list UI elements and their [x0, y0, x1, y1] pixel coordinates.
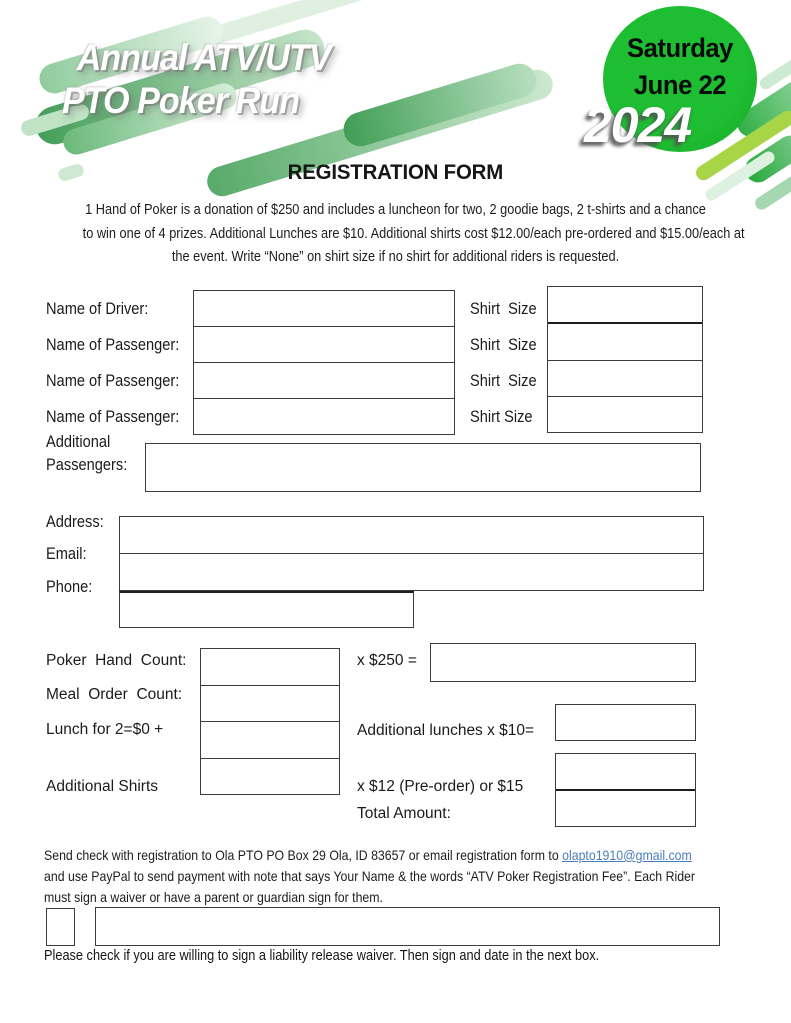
shirts-total-input[interactable]	[556, 754, 695, 791]
driver-name-input[interactable]	[194, 291, 454, 327]
intro-line: to win one of 4 prizes. Additional Lunches are $10. Additional shirts cost $12.00/each pre-ordered and $15.00/each at	[82, 225, 745, 242]
additional-lunches-label: Additional lunches x $10=	[357, 722, 535, 739]
additional-passengers-label: Additional Passengers:	[46, 432, 128, 474]
payment-instructions	[44, 845, 784, 908]
intro-paragraph	[40, 199, 751, 270]
additional-shirts-label: Additional Shirts	[46, 778, 159, 795]
additional-passengers-input[interactable]	[145, 443, 701, 492]
poker-total-input[interactable]	[430, 643, 696, 682]
passenger3-name-label: Name of Passenger:	[46, 407, 180, 426]
intro-line: the event. Write “None” on shirt size if no shirt for additional riders is requested.	[171, 249, 620, 265]
registration-email-link[interactable]: olapto1910@gmail.com	[562, 847, 692, 863]
times-12-label: x $12 (Pre-order) or $15	[357, 778, 524, 795]
address-input[interactable]	[120, 517, 703, 554]
poker-hand-count-input[interactable]	[201, 649, 339, 686]
passenger2-name-label: Name of Passenger:	[46, 371, 180, 390]
poker-hand-count-label: Poker Hand Count:	[46, 652, 187, 669]
badge-year-label: 2024	[584, 97, 692, 153]
meal-order-count-label: Meal Order Count:	[46, 686, 183, 703]
phone-input[interactable]	[119, 591, 414, 628]
additional-lunches-total-input[interactable]	[555, 704, 696, 741]
totals-input-column	[555, 753, 696, 827]
passenger2-name-input[interactable]	[194, 363, 454, 399]
driver-name-label: Name of Driver:	[46, 299, 149, 318]
page-title: REGISTRATION FORM	[287, 160, 504, 184]
passenger1-shirt-size-label: Shirt Size	[470, 335, 537, 354]
driver-shirt-size-label: Shirt Size	[470, 299, 537, 318]
date-badge-text	[603, 30, 757, 104]
times-250-label: x $250 =	[357, 652, 417, 669]
passenger3-shirt-size-label: Shirt Size	[470, 407, 533, 426]
passenger3-shirt-size-input[interactable]	[548, 397, 702, 432]
address-label: Address:	[46, 512, 104, 531]
email-input[interactable]	[120, 554, 703, 590]
event-logo-line2: PTO Poker Run	[62, 80, 300, 121]
phone-label: Phone:	[46, 577, 93, 596]
payment-instructions-line1-text: Send check with registration to Ola PTO PO Box 29 Ola, ID 83657 or email registration form to	[44, 847, 563, 863]
total-amount-label: Total Amount:	[357, 805, 451, 822]
count-input-column	[200, 648, 340, 795]
badge-day-label: Saturday	[627, 33, 733, 63]
signature-date-input[interactable]	[95, 907, 720, 946]
total-amount-input[interactable]	[556, 791, 695, 826]
payment-instructions-line3: must sign a waiver or have a parent or guardian sign for them.	[44, 889, 383, 905]
passenger1-name-label: Name of Passenger:	[46, 335, 180, 354]
payment-instructions-line1	[44, 845, 695, 866]
intro-line: 1 Hand of Poker is a donation of $250 and includes a luncheon for two, 2 goodie bags, 2 t-shirts and a chance	[85, 202, 706, 218]
name-input-column	[193, 290, 455, 435]
passenger3-name-input[interactable]	[194, 399, 454, 434]
lunch-for-two-label: Lunch for 2=$0 +	[46, 721, 164, 738]
contact-input-column	[119, 516, 704, 591]
email-label: Email:	[46, 544, 87, 563]
additional-shirts-count-input[interactable]	[201, 759, 339, 795]
event-logo-line1: Annual ATV/UTV	[76, 37, 331, 78]
passenger2-shirt-size-label: Shirt Size	[470, 371, 537, 390]
title-wrap	[40, 160, 751, 185]
passenger1-shirt-size-input[interactable]	[548, 324, 702, 360]
event-logo	[62, 36, 330, 122]
shirt-size-input-column	[547, 286, 703, 433]
badge-date-label: June 22	[633, 70, 727, 100]
meal-order-count-input[interactable]	[201, 686, 339, 723]
liability-waiver-checkbox[interactable]	[46, 908, 75, 946]
driver-shirt-size-input[interactable]	[548, 287, 702, 324]
waiver-note: Please check if you are willing to sign a liability release waiver. Then sign and date in the next box.	[44, 948, 600, 964]
passenger2-shirt-size-input[interactable]	[548, 361, 702, 397]
payment-instructions-line2: and use PayPal to send payment with note that says Your Name & the words “ATV Poker Registration Fee”. Each Rider	[44, 868, 696, 884]
lunch-count-input[interactable]	[201, 722, 339, 759]
passenger1-name-input[interactable]	[194, 327, 454, 363]
